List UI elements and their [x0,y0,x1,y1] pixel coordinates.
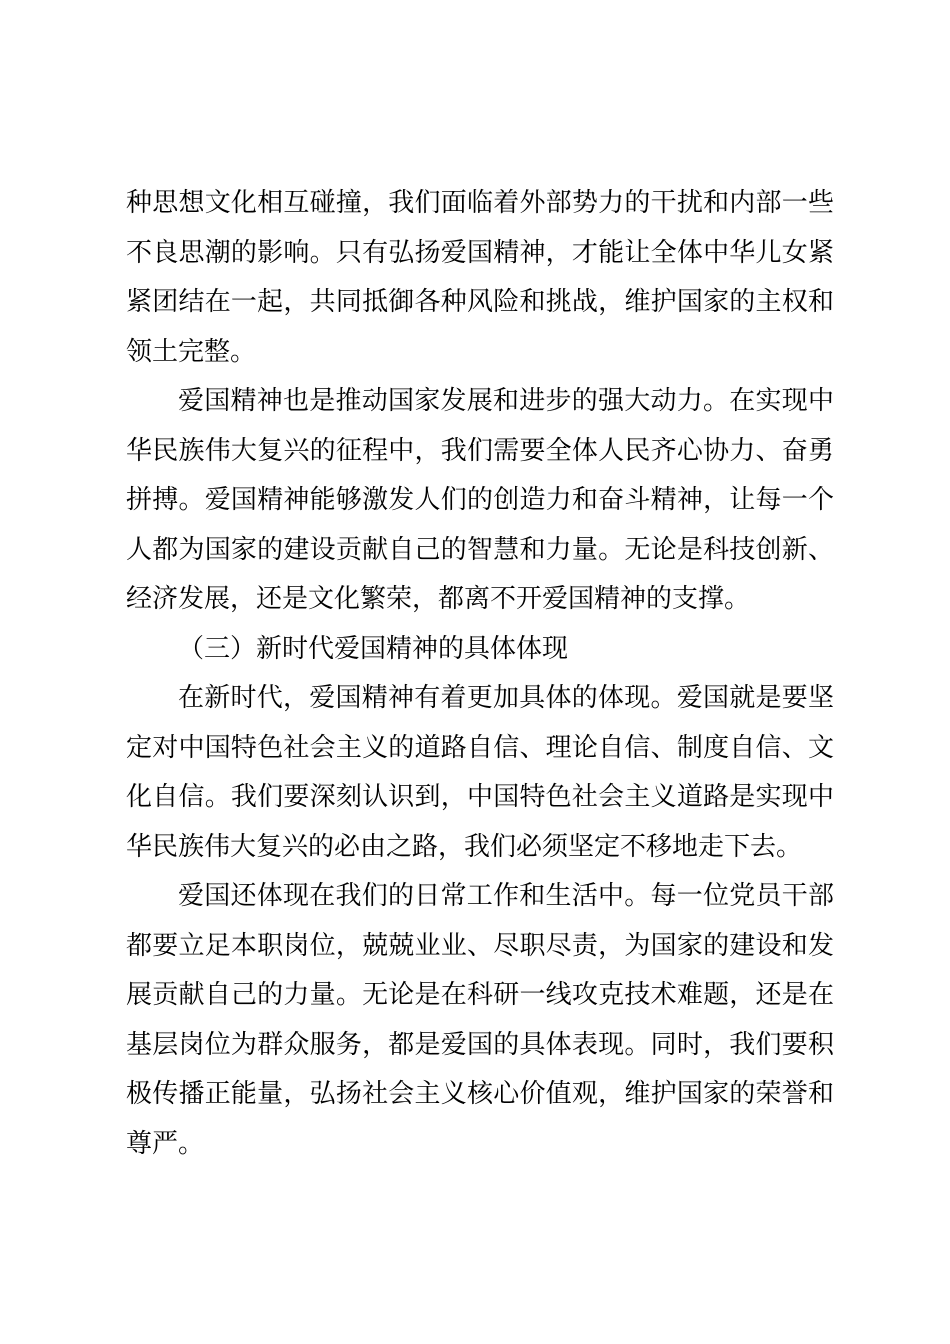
paragraph-continuation: 种思想文化相互碰撞，我们面临着外部势力的干扰和内部一些不良思潮的影响。只有弘扬爱国精神，才能让全体中华儿女紧紧团结在一起，共同抵御各种风险和挑战，维护国家的主权和领土完整。 [126,187,834,366]
paragraph: 爱国还体现在我们的日常工作和生活中。每一位党员干部都要立足本职岗位，兢兢业业、尽职尽责，为国家的建设和发展贡献自己的力量。无论是在科研一线攻克技术难题，还是在基层岗位为群众服务，都是爱国的具体表现。同时，我们要积极传播正能量，弘扬社会主义核心价值观，维护国家的荣誉和尊严。 [126,880,834,1158]
section-heading: （三）新时代爱国精神的具体体现 [178,632,569,663]
document-text-block [126,178,834,1168]
paragraph: 爱国精神也是推动国家发展和进步的强大动力。在实现中华民族伟大复兴的征程中，我们需要全体人民齐心协力、奋勇拼搏。爱国精神能够激发人们的创造力和奋斗精神，让每一个人都为国家的建设贡献自己的智慧和力量。无论是科技创新、经济发展，还是文化繁荣，都离不开爱国精神的支撑。 [126,385,834,613]
paragraph: 在新时代，爱国精神有着更加具体的体现。爱国就是要坚定对中国特色社会主义的道路自信、理论自信、制度自信、文化自信。我们要深刻认识到，中国特色社会主义道路是实现中华民族伟大复兴的必由之路，我们必须坚定不移地走下去。 [126,682,834,861]
